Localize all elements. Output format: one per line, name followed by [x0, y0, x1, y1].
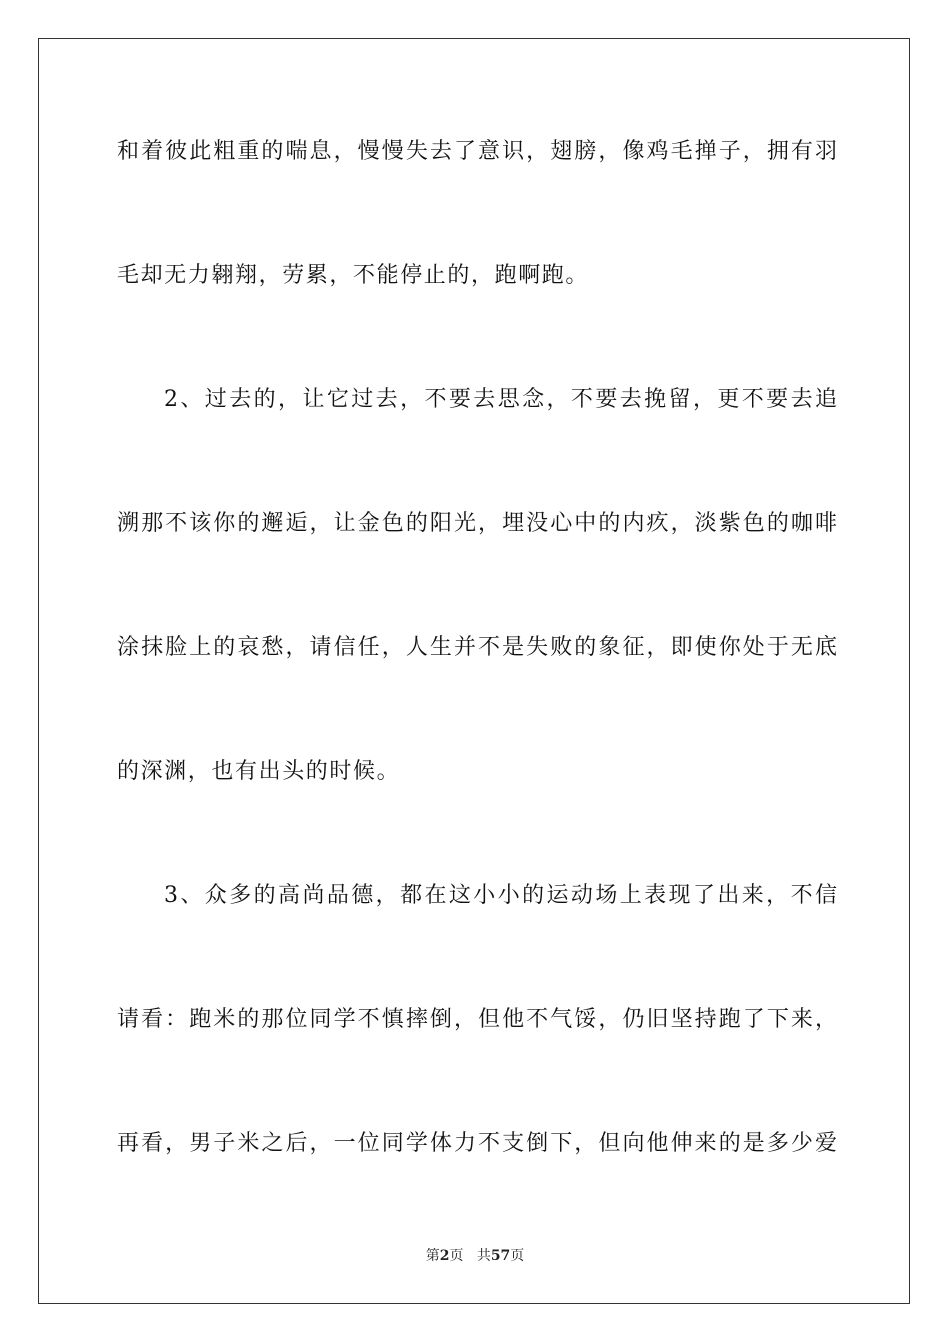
text-line: 的深渊，也有出头的时候。	[117, 759, 401, 784]
total-pages: 57	[490, 1248, 511, 1264]
text-line: 请看：跑米的那位同学不慎摔倒，但他不气馁，仍旧坚持跑了下来，	[117, 1007, 837, 1032]
text-line: 3、众多的高尚品德，都在这小小的运动场上表现了出来，不信	[164, 883, 837, 908]
text-line: 涂抹脸上的哀愁，请信任，人生并不是失败的象征，即使你处于无底	[117, 635, 837, 660]
text-line: 溯那不该你的邂逅，让金色的阳光，埋没心中的内疚，淡紫色的咖啡	[117, 511, 837, 536]
total-suffix: 页	[510, 1248, 525, 1264]
text-line: 和着彼此粗重的喘息，慢慢失去了意识，翅膀，像鸡毛掸子，拥有羽	[117, 139, 837, 164]
page-number: 2	[439, 1248, 450, 1264]
text-line: 再看，男子米之后，一位同学体力不支倒下，但向他伸来的是多少爱	[117, 1131, 837, 1156]
page-suffix: 页	[449, 1248, 464, 1264]
page-border	[38, 38, 910, 1304]
total-prefix: 共	[476, 1248, 491, 1264]
text-line: 毛却无力翱翔，劳累，不能停止的，跑啊跑。	[117, 263, 590, 288]
text-line: 2、过去的，让它过去，不要去思念，不要去挽留，更不要去追	[164, 387, 837, 412]
page-prefix: 第	[425, 1248, 440, 1264]
page-footer	[0, 1247, 950, 1265]
